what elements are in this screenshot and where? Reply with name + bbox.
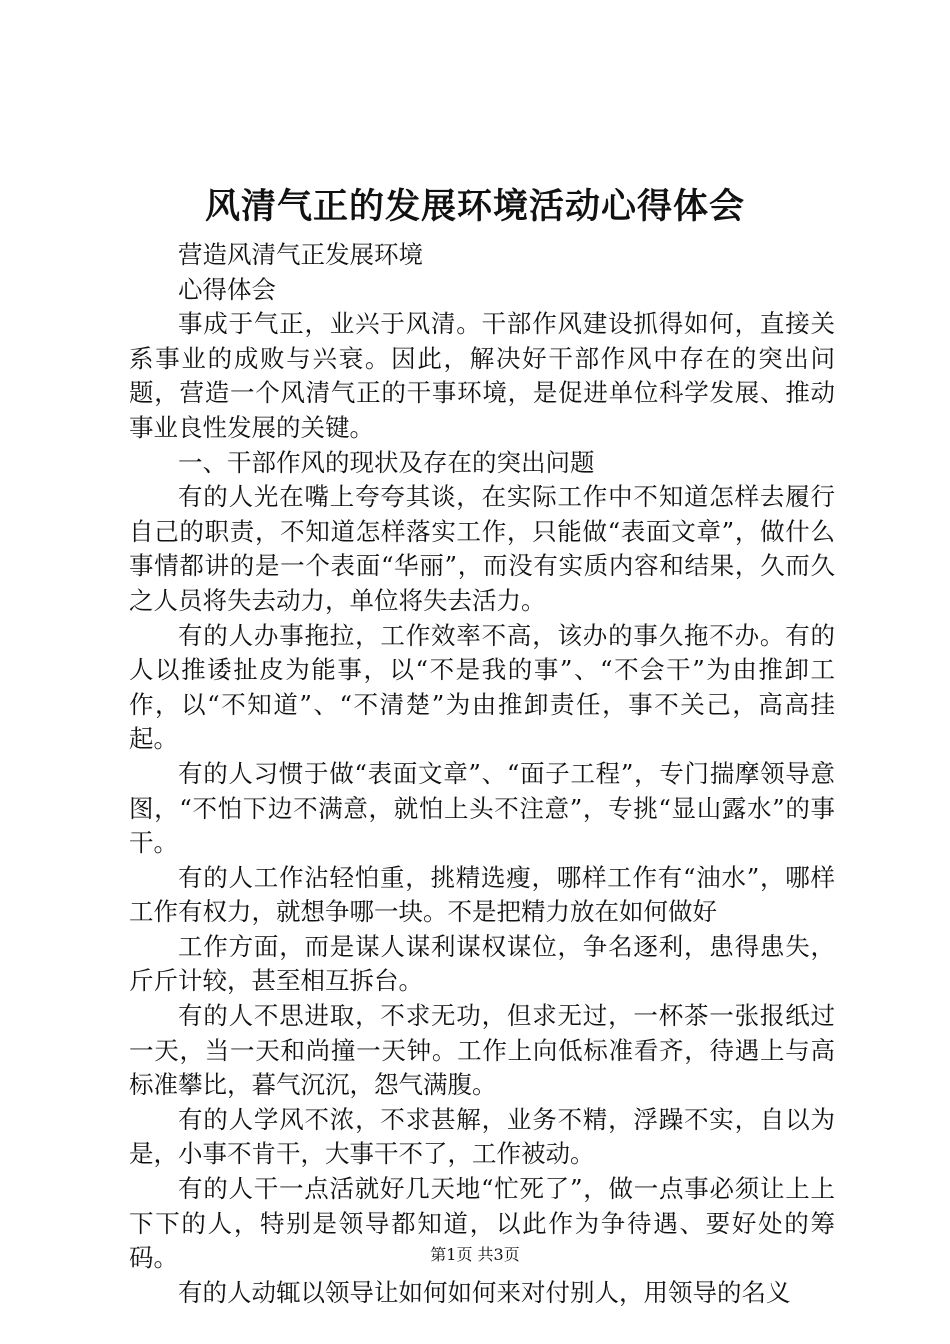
paragraph: 心得体会	[178, 274, 276, 304]
document-title: 风清气正的发展环境活动心得体会	[204, 186, 745, 227]
document-body	[129, 238, 835, 1310]
paragraph: 有的人干一点活就好几天地“忙死了”，做一点事必须让上上下下的人，特别是领导都知道，以此作为争待遇、要好处的筹码。	[129, 1174, 835, 1273]
page-footer: 第1页 共3页	[430, 1245, 520, 1264]
paragraph: 有的人工作沾轻怕重，挑精选瘦，哪样工作有“油水”，哪样工作有权力，就想争哪一块。不是把精力放在如何做好	[129, 862, 835, 927]
paragraph: 有的人学风不浓，不求甚解，业务不精，浮躁不实，自以为是，小事不肯干，大事干不了，工作被动。	[129, 1104, 835, 1169]
paragraph: 营造风清气正发展环境	[178, 240, 423, 269]
paragraph: 工作方面，而是谋人谋利谋权谋位，争名逐利，患得患失，斤斤计较，甚至相互拆台。	[129, 931, 835, 996]
paragraph: 有的人办事拖拉，工作效率不高，该办的事久拖不办。有的人以推诿扯皮为能事，以“不是我的事”、“不会干”为由推卸工作，以“不知道”、“不清楚”为由推卸责任，事不关己，高高挂起。	[129, 620, 835, 754]
paragraph: 有的人习惯于做“表面文章”、“面子工程”，专门揣摩领导意图，“不怕下边不满意，就怕上头不注意”，专挑“显山露水”的事干。	[129, 758, 835, 858]
paragraph: 有的人动辄以领导让如何如何来对付别人，用领导的名义	[178, 1277, 791, 1307]
paragraph: 事成于气正，业兴于风清。干部作风建设抓得如何，直接关系事业的成败与兴衰。因此，解决好干部作风中存在的突出问题，营造一个风清气正的干事环境，是促进单位科学发展、推动事业良性发展的关键。	[129, 309, 835, 442]
section-heading: 一、干部作风的现状及存在的突出问题	[178, 447, 595, 477]
paragraph: 有的人不思进取，不求无功，但求无过，一杯茶一张报纸过一天，当一天和尚撞一天钟。工作上向低标准看齐，待遇上与高标准攀比，暮气沉沉，怨气满腹。	[129, 1001, 835, 1100]
paragraph: 有的人光在嘴上夸夸其谈，在实际工作中不知道怎样去履行自己的职责，不知道怎样落实工作，只能做“表面文章”，做什么事情都讲的是一个表面“华丽”，而没有实质内容和结果，久而久之人员将失去动力，单位将失去活力。	[129, 482, 835, 615]
